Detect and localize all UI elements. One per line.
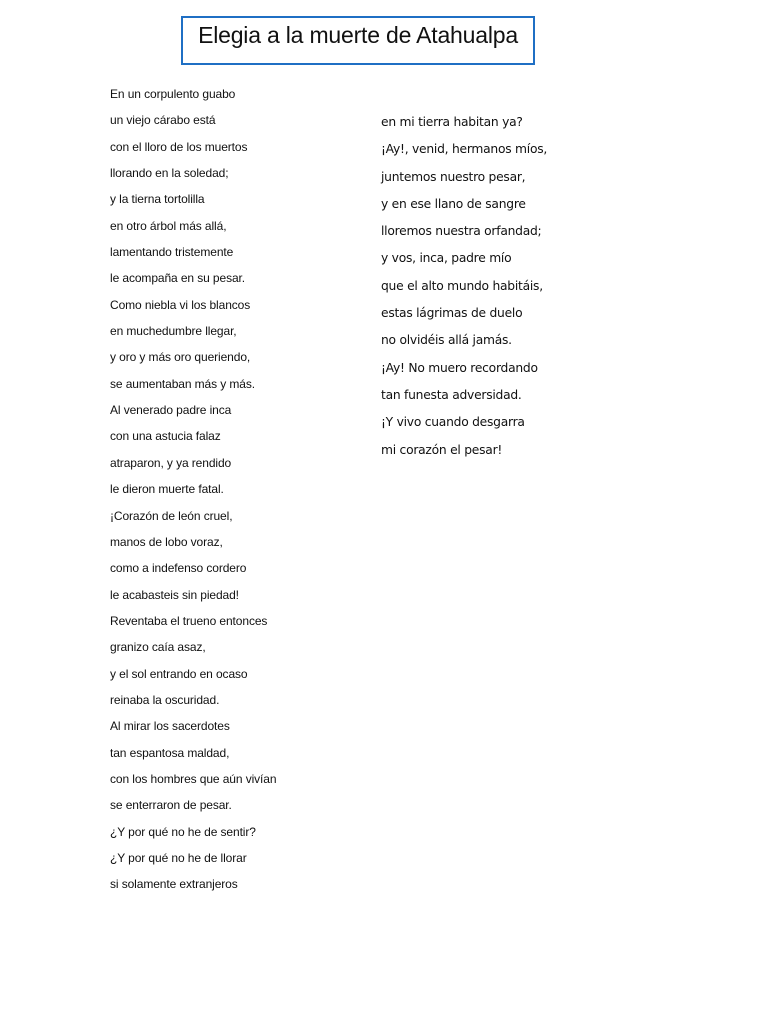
poem-line: con el lloro de los muertos [110,139,248,154]
poem-line: ¡Ay!, venid, hermanos míos, [381,142,548,157]
poem-line: ¡Ay! No muero recordando [381,360,538,375]
poem-line: juntemos nuestro pesar, [381,169,526,184]
poem-line: y en ese llano de sangre [381,196,526,211]
poem-line: un viejo cárabo está [110,113,216,128]
poem-line: ¡Corazón de león cruel, [110,508,233,523]
poem-line: se enterraron de pesar. [110,798,232,813]
poem-line: y la tierna tortolilla [110,192,205,207]
poem-line: tan espantosa maldad, [110,745,230,760]
poem-line: y el sol entrando en ocaso [110,666,248,681]
poem-line: le acabasteis sin piedad! [110,587,239,602]
poem-line: con una astucia falaz [110,429,221,444]
poem-line: estas lágrimas de duelo [381,306,523,321]
poem-line: si solamente extranjeros [110,877,238,892]
poem-line: Al mirar los sacerdotes [110,719,230,734]
poem-column-left [110,85,350,902]
poem-line: Reventaba el trueno entonces [110,613,268,628]
page-title: Elegia a la muerte de Atahualpa [198,22,518,48]
poem-line: no olvidéis allá jamás. [381,333,512,348]
poem-line: en mi tierra habitan ya? [381,115,523,129]
poem-line: y oro y más oro queriendo, [110,350,251,365]
poem-column-right [381,113,621,468]
poem-line: le acompaña en su pesar. [110,271,246,286]
poem-line: le dieron muerte fatal. [110,482,224,497]
poem-line: en muchedumbre llegar, [110,324,237,339]
poem-line: con los hombres que aún vivían [110,771,277,786]
poem-line: granizo caía asaz, [110,640,206,655]
poem-line: Como niebla vi los blancos [110,297,251,312]
title-box [181,16,535,65]
poem-line: llorando en la soledad; [110,166,229,181]
poem-line: que el alto mundo habitáis, [381,278,543,293]
poem-line: como a indefenso cordero [110,561,247,576]
poem-line: En un corpulento guabo [110,87,236,101]
poem-line: lamentando tristemente [110,245,234,260]
poem-line: se aumentaban más y más. [110,376,256,391]
poem-line: manos de lobo voraz, [110,534,223,549]
poem-line: reinaba la oscuridad. [110,692,220,707]
poem-line: tan funesta adversidad. [381,387,522,402]
poem-line: atraparon, y ya rendido [110,455,232,470]
poem-line: ¿Y por qué no he de llorar [110,850,247,865]
poem-line: lloremos nuestra orfandad; [381,224,542,239]
poem-line: mi corazón el pesar! [381,442,503,457]
poem-line: en otro árbol más allá, [110,218,227,233]
poem-line: Al venerado padre inca [110,403,232,418]
poem-line: y vos, inca, padre mío [381,251,512,266]
poem-line: ¿Y por qué no he de sentir? [110,824,256,839]
poem-line: ¡Y vivo cuando desgarra [381,415,525,430]
